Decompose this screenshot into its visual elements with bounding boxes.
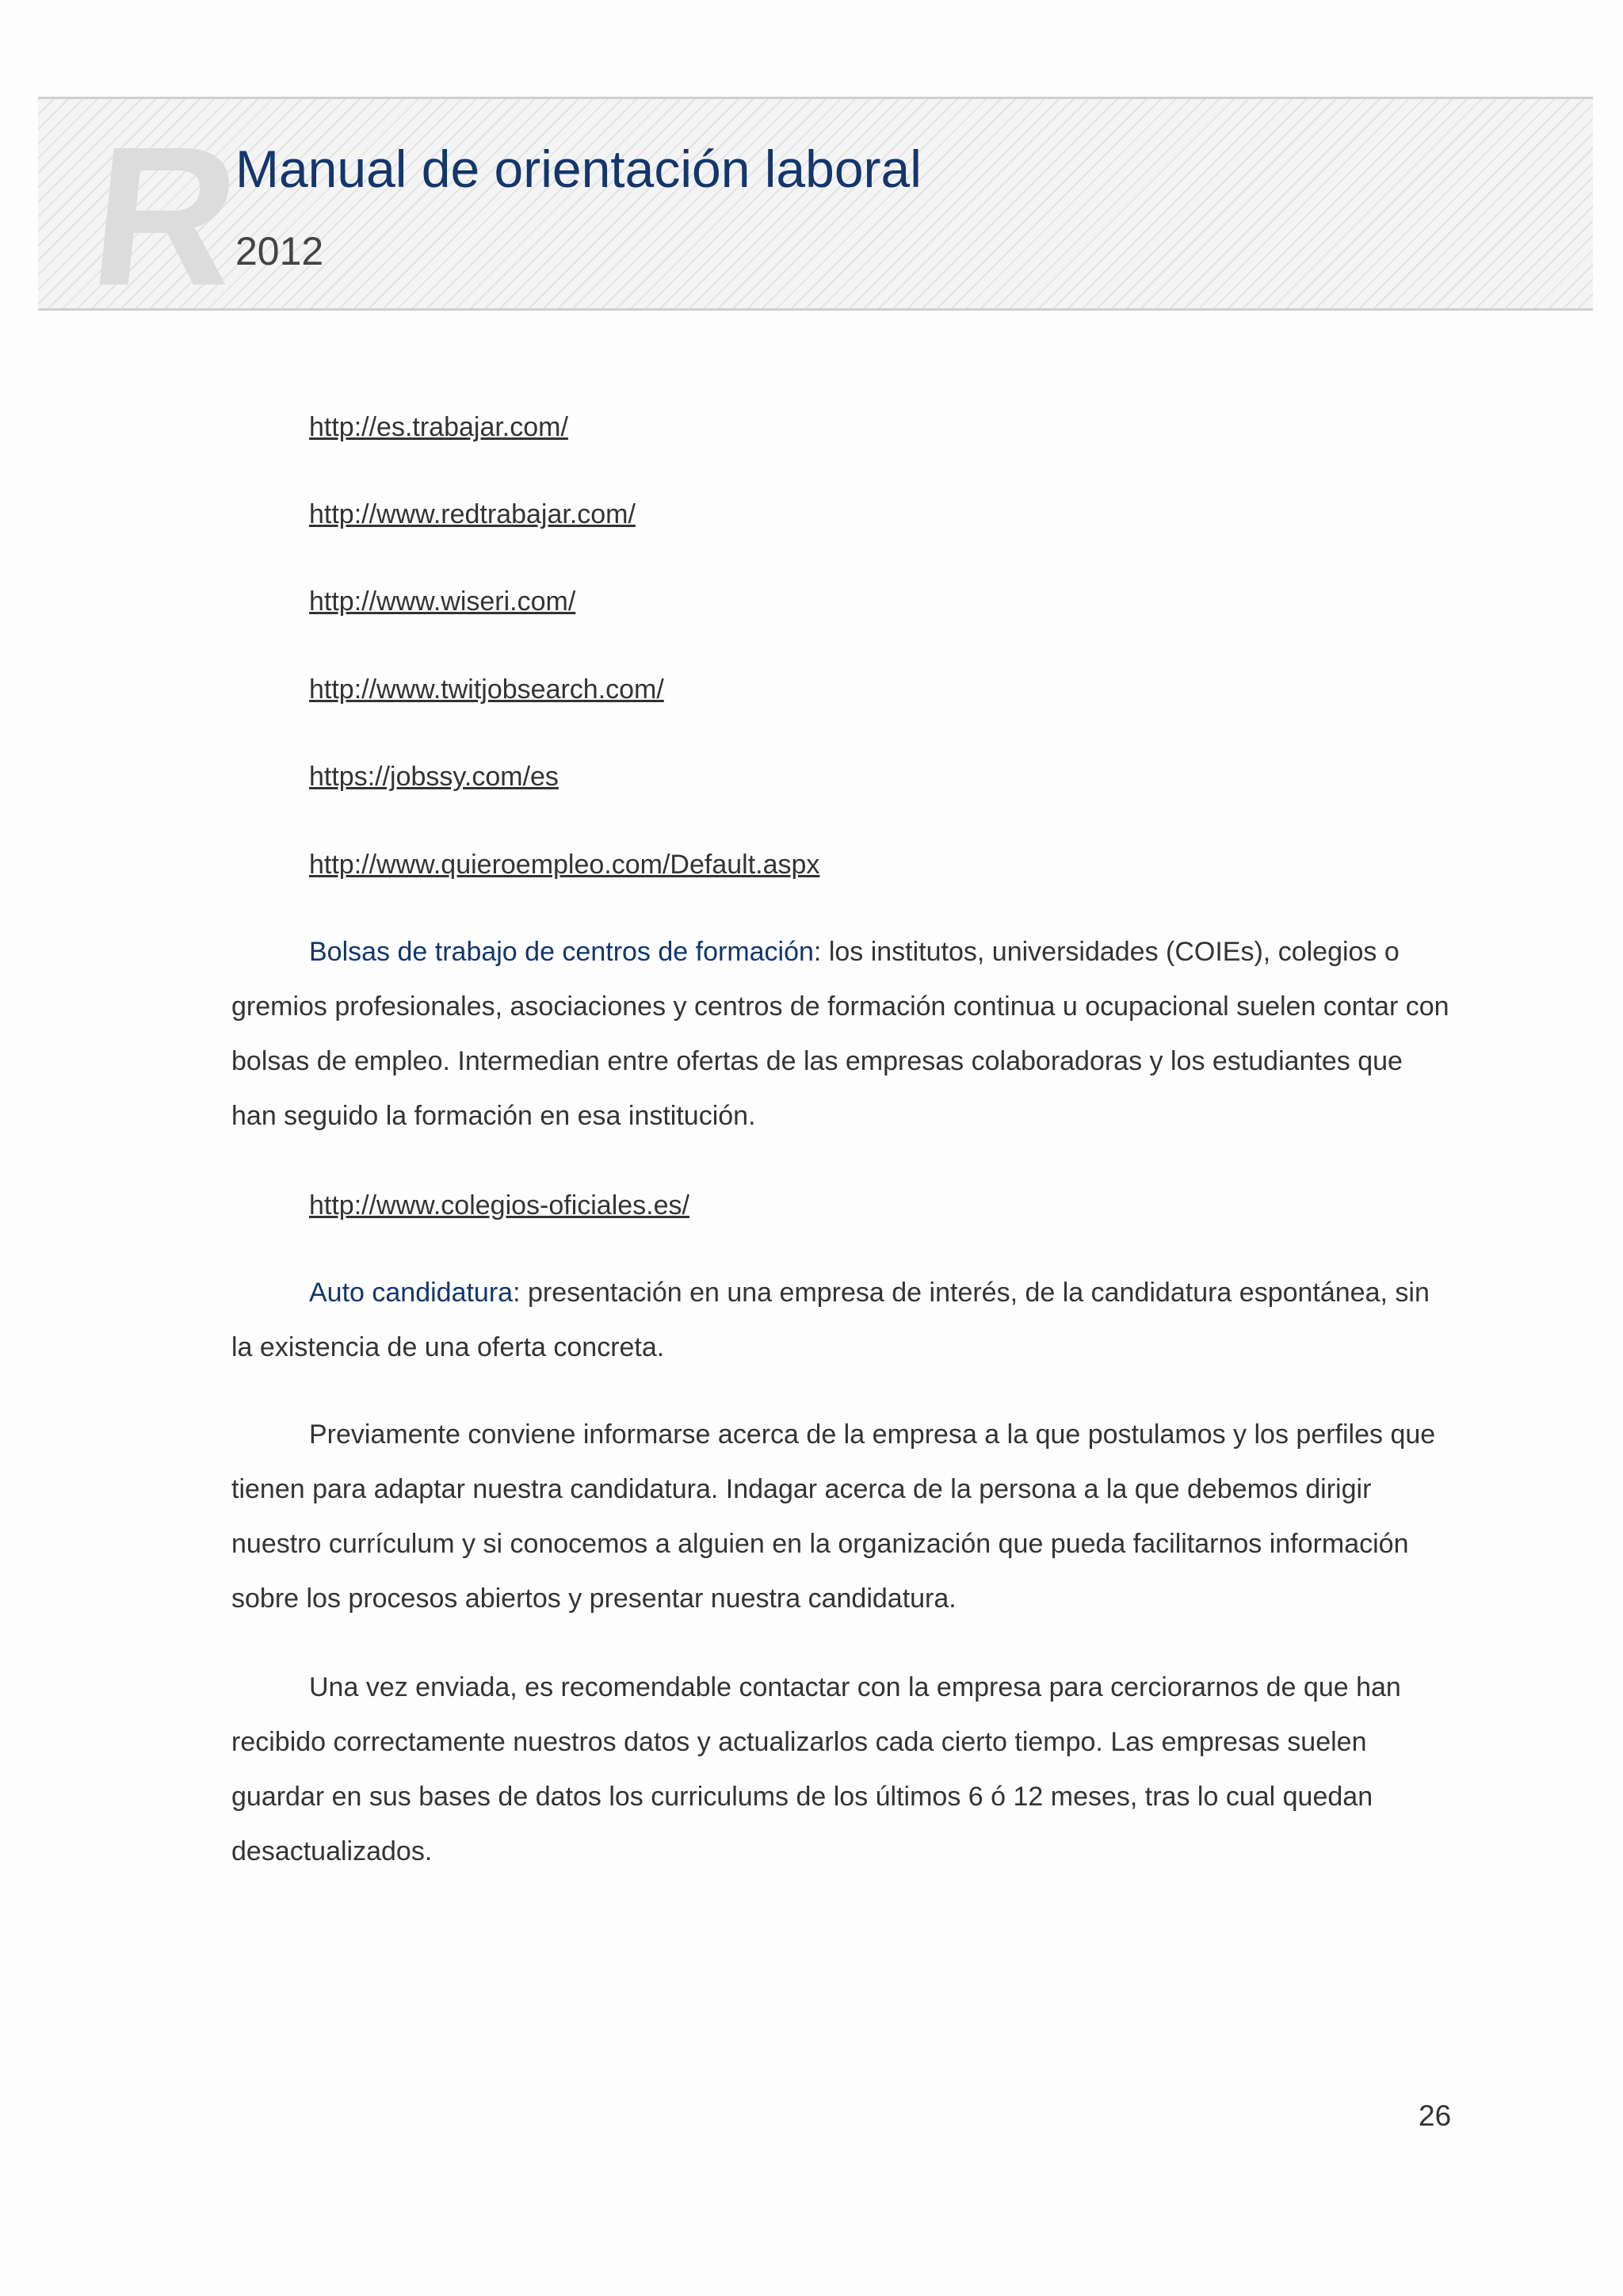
header-band <box>38 97 1593 311</box>
link-wiseri[interactable]: http://www.wiseri.com/ <box>309 586 576 617</box>
link-colegios-oficiales[interactable]: http://www.colegios-oficiales.es/ <box>309 1190 689 1221</box>
link-quieroempleo[interactable]: http://www.quieroempleo.com/Default.aspx <box>309 850 820 880</box>
link-redtrabajar[interactable]: http://www.redtrabajar.com/ <box>309 499 636 529</box>
text-bolsas-de-trabajo: : los institutos, universidades (COIEs), colegios o gremios profesionales, asociaciones y centros de formación continua u ocupacional suelen contar con bolsas de empleo. Intermedian entre ofertas de las empresas colaboradoras y los estudiantes que han seguido la formación en esa institución. <box>231 937 1449 1131</box>
document-year: 2012 <box>235 229 324 273</box>
document-title: Manual de orientación laboral <box>235 139 922 198</box>
paragraph-una-vez-enviada: Una vez enviada, es recomendable contactar con la empresa para cerciorarnos de que han recibido correctamente nuestros datos y actualizarlos cada cierto tiempo. Las empresas suelen guardar en sus bases de datos los curriculums de los últimos 6 ó 12 meses, tras lo cual quedan desactualizados. <box>231 1672 1401 1866</box>
link-jobssy[interactable]: https://jobssy.com/es <box>309 762 559 792</box>
paragraph-bolsas-de-trabajo <box>231 925 1452 1144</box>
logo-r-mark: R <box>82 105 246 327</box>
paragraph-previamente: Previamente conviene informarse acerca de la empresa a la que postulamos y los perfiles que tienen para adaptar nuestra candidatura. Indagar acerca de la persona a la que debemos dirigir nuestro currículum y si conocemos a alguien en la organización que pueda facilitarnos información sobre los procesos abiertos y presentar nuestra candidatura. <box>231 1419 1436 1614</box>
link-twitjobsearch[interactable]: http://www.twitjobsearch.com/ <box>309 674 664 705</box>
term-bolsas-de-trabajo: Bolsas de trabajo de centros de formación <box>309 937 814 967</box>
term-auto-candidatura: Auto candidatura <box>309 1278 514 1308</box>
link-es-trabajar[interactable]: http://es.trabajar.com/ <box>309 412 568 442</box>
text-auto-candidatura: : presentación en una empresa de interés, de la candidatura espontánea, sin la existencia de una oferta concreta. <box>231 1278 1430 1362</box>
page-number: 26 <box>1419 2099 1452 2132</box>
paragraph-auto-candidatura <box>231 1266 1452 1375</box>
